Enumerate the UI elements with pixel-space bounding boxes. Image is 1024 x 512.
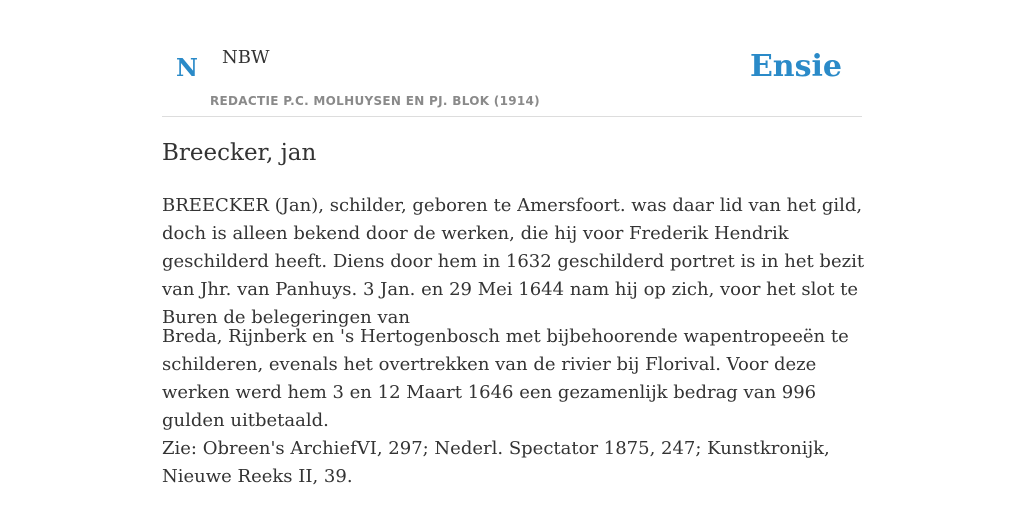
article-references: Zie: Obreen's ArchiefVI, 297; Nederl. Spectator 1875, 247; Kunstkronijk, Nieuwe Reeks II, 39. xyxy=(162,438,830,487)
source-logo[interactable]: N xyxy=(176,53,198,82)
ensie-logo[interactable]: Ensie xyxy=(749,49,842,84)
article-title: Breecker, jan xyxy=(162,140,317,166)
article-paragraph: BREECKER (Jan), schilder, geboren te Amersfoort. was daar lid van het gild, doch is alleen bekend door de werken, die hij voor Frederik Hendrik geschilderd heeft. Diens door hem in 1632 geschilderd portret is in het bezit van Jhr. van Panhuys. 3 Jan. en 29 Mei 1644 nam hij op zich, voor het slot te Buren de belegeringen van xyxy=(162,195,865,328)
source-header xyxy=(162,0,862,117)
source-subtitle: REDACTIE P.C. MOLHUYSEN EN PJ. BLOK (1914) xyxy=(210,94,540,108)
article-paragraph: Breda, Rijnberk en 's Hertogenbosch met bijbehoorende wapentropeeën te schilderen, evenals het overtrekken van de rivier bij Florival. Voor deze werken werd hem 3 en 12 Maart 1646 een gezamenlijk bedrag van 996 gulden uitbetaald. xyxy=(162,326,849,431)
source-name-link[interactable]: NBW xyxy=(222,47,270,68)
